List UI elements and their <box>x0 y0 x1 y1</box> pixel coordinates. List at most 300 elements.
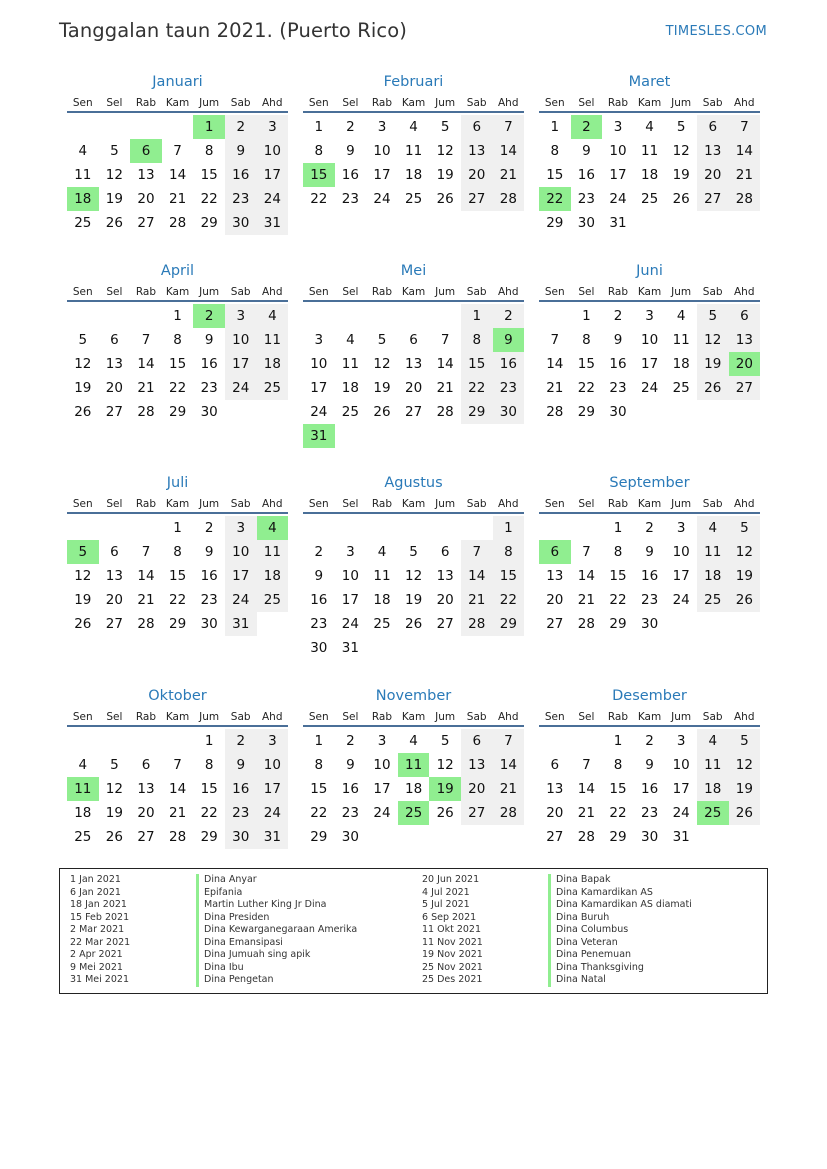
day-cell: 16 <box>225 163 257 187</box>
month-juli <box>67 472 288 636</box>
day-cell: 24 <box>672 805 690 821</box>
weekday-label: Jum <box>435 286 456 298</box>
legend-holiday-name: Dina Emansipasi <box>196 937 357 950</box>
weekday-header <box>303 93 524 113</box>
day-cell: 10 <box>341 568 359 584</box>
day-cell: 3 <box>346 544 355 560</box>
day-cell: 18 <box>373 592 391 608</box>
day-cell: 14 <box>137 568 155 584</box>
day-cell: 5 <box>409 544 418 560</box>
day-cell: 9 <box>314 568 324 584</box>
day-cell: 19 <box>729 777 761 801</box>
weekday-label: Sel <box>578 498 595 510</box>
day-cell: 20 <box>697 163 729 187</box>
weekday-label: Sab <box>702 286 723 298</box>
empty-cell <box>67 115 99 139</box>
day-cell: 9 <box>645 544 654 560</box>
day-grid <box>303 304 524 448</box>
weekday-label: Sab <box>702 711 723 723</box>
day-cell: 19 <box>74 380 92 396</box>
day-cell: 9 <box>613 332 623 348</box>
day-cell: 14 <box>577 568 595 584</box>
day-cell: 6 <box>461 115 493 139</box>
month-januari <box>67 71 288 235</box>
day-cell: 3 <box>645 308 654 324</box>
day-cell: 28 <box>546 404 564 420</box>
day-cell: 4 <box>697 516 729 540</box>
day-cell: 24 <box>672 592 690 608</box>
weekday-label: Sen <box>308 286 329 298</box>
day-cell: 12 <box>697 328 729 352</box>
day-cell: 9 <box>346 143 355 159</box>
day-cell: 27 <box>461 187 493 211</box>
day-cell: 11 <box>257 328 289 352</box>
day-cell: 28 <box>577 829 595 845</box>
day-cell: 18 <box>697 564 729 588</box>
empty-cell <box>130 115 162 139</box>
day-cell: 6 <box>697 115 729 139</box>
weekday-label: Kam <box>401 498 426 510</box>
weekday-label: Sel <box>342 498 359 510</box>
day-cell: 20 <box>137 805 155 821</box>
holiday-day-cell: 19 <box>429 777 461 801</box>
weekday-label: Sen <box>308 97 329 109</box>
day-cell: 24 <box>373 191 391 207</box>
day-grid <box>67 729 288 849</box>
day-cell: 13 <box>404 356 423 372</box>
legend-date: 6 Jan 2021 <box>70 886 121 898</box>
day-cell: 26 <box>74 616 92 632</box>
day-cell: 10 <box>672 544 690 560</box>
weekday-label: Ahd <box>734 498 755 510</box>
day-cell: 1 <box>173 520 182 536</box>
day-cell: 12 <box>729 753 761 777</box>
day-cell: 30 <box>493 400 525 424</box>
day-cell: 5 <box>440 733 450 749</box>
legend-right-dates <box>422 874 483 987</box>
day-cell: 29 <box>200 215 218 231</box>
day-cell: 23 <box>341 191 359 207</box>
day-cell: 7 <box>141 332 151 348</box>
weekday-label: Sab <box>466 498 487 510</box>
day-cell: 4 <box>409 733 418 749</box>
month-name: Januari <box>152 74 203 90</box>
month-april <box>67 260 288 424</box>
day-cell: 14 <box>168 781 187 797</box>
day-cell: 29 <box>609 616 627 632</box>
weekday-label: Sen <box>544 498 565 510</box>
month-name: Maret <box>628 74 671 90</box>
month-name: November <box>375 688 452 704</box>
empty-cell <box>571 516 603 540</box>
day-cell: 12 <box>74 568 92 584</box>
day-cell: 18 <box>672 356 690 372</box>
weekday-label: Jum <box>435 97 456 109</box>
weekday-label: Jum <box>199 498 220 510</box>
legend-date: 6 Sep 2021 <box>422 911 477 923</box>
day-cell: 2 <box>225 729 257 753</box>
month-desember <box>539 685 760 849</box>
day-cell: 13 <box>105 356 123 372</box>
day-grid <box>539 729 760 849</box>
day-cell: 12 <box>436 757 454 773</box>
day-cell: 3 <box>225 304 257 328</box>
legend-holiday-name: Dina Kamardikan AS diamati <box>548 899 692 912</box>
day-cell: 31 <box>257 825 289 849</box>
day-cell: 13 <box>546 781 564 797</box>
day-cell: 20 <box>546 592 564 608</box>
weekday-label: Ahd <box>262 498 283 510</box>
day-grid <box>303 516 524 660</box>
weekday-label: Kam <box>165 711 190 723</box>
day-cell: 16 <box>493 352 525 376</box>
day-cell: 2 <box>204 520 214 536</box>
weekday-label: Ahd <box>734 711 755 723</box>
day-cell: 8 <box>582 332 591 348</box>
day-cell: 3 <box>257 729 289 753</box>
day-cell: 14 <box>168 167 187 183</box>
day-cell: 30 <box>310 640 328 656</box>
day-cell: 7 <box>440 332 450 348</box>
holiday-day-cell: 9 <box>493 328 525 352</box>
day-cell: 7 <box>141 544 151 560</box>
day-cell: 26 <box>436 191 454 207</box>
weekday-label: Sab <box>230 498 251 510</box>
weekday-header <box>539 282 760 302</box>
legend-date: 11 Nov 2021 <box>422 936 483 948</box>
day-cell: 23 <box>640 805 659 821</box>
day-cell: 20 <box>436 592 454 608</box>
day-cell: 8 <box>204 143 214 159</box>
weekday-label: Rab <box>135 711 157 723</box>
weekday-label: Sab <box>466 97 487 109</box>
day-cell: 24 <box>609 191 627 207</box>
day-cell: 23 <box>200 592 218 608</box>
day-cell: 1 <box>550 119 560 135</box>
month-november <box>303 685 524 849</box>
legend-date: 22 Mar 2021 <box>70 936 131 948</box>
weekday-header <box>67 93 288 113</box>
day-cell: 30 <box>225 211 257 235</box>
day-cell: 9 <box>225 753 257 777</box>
day-cell: 18 <box>697 777 729 801</box>
empty-cell <box>67 729 99 753</box>
holiday-day-cell: 5 <box>67 540 99 564</box>
day-cell: 12 <box>74 356 92 372</box>
day-cell: 20 <box>137 191 155 207</box>
day-cell: 21 <box>137 592 155 608</box>
month-name: September <box>609 475 690 491</box>
weekday-label: Jum <box>199 97 220 109</box>
legend-holiday-name: Dina Kamardikan AS <box>548 887 692 900</box>
holiday-legend <box>59 868 768 994</box>
day-cell: 25 <box>74 829 92 845</box>
day-cell: 19 <box>729 564 761 588</box>
day-cell: 26 <box>373 404 391 420</box>
day-cell: 2 <box>225 115 257 139</box>
weekday-label: Sen <box>72 97 93 109</box>
page-title: Tanggalan taun 2021. (Puerto Rico) <box>59 19 407 42</box>
day-cell: 13 <box>137 781 155 797</box>
day-cell: 10 <box>257 753 289 777</box>
day-cell: 15 <box>168 568 187 584</box>
weekday-label: Sel <box>106 711 123 723</box>
day-cell: 5 <box>729 516 761 540</box>
day-cell: 1 <box>493 516 525 540</box>
day-cell: 3 <box>676 733 686 749</box>
legend-date: 11 Okt 2021 <box>422 924 482 935</box>
weekday-label: Sel <box>106 286 123 298</box>
day-cell: 17 <box>373 781 391 797</box>
day-cell: 5 <box>78 332 88 348</box>
weekday-label: Kam <box>401 711 426 723</box>
day-cell: 18 <box>257 352 289 376</box>
day-cell: 17 <box>225 352 257 376</box>
day-cell: 16 <box>640 568 659 584</box>
weekday-label: Rab <box>607 711 629 723</box>
weekday-label: Ahd <box>262 286 283 298</box>
day-cell: 28 <box>436 404 454 420</box>
day-cell: 17 <box>373 167 391 183</box>
day-cell: 6 <box>409 332 418 348</box>
day-cell: 21 <box>577 592 595 608</box>
legend-date: 19 Nov 2021 <box>422 949 483 960</box>
day-cell: 7 <box>461 540 493 564</box>
day-cell: 15 <box>609 568 627 584</box>
day-cell: 8 <box>493 540 525 564</box>
day-cell: 19 <box>404 592 423 608</box>
legend-holiday-name: Dina Natal <box>548 974 692 987</box>
day-cell: 8 <box>314 143 324 159</box>
day-cell: 17 <box>257 163 289 187</box>
empty-cell <box>130 304 162 328</box>
day-cell: 30 <box>640 616 659 632</box>
day-cell: 20 <box>404 380 423 396</box>
day-cell: 25 <box>257 588 289 612</box>
day-cell: 30 <box>577 215 595 231</box>
legend-date: 20 Jun 2021 <box>422 874 480 885</box>
day-cell: 23 <box>225 187 257 211</box>
day-cell: 8 <box>314 757 324 773</box>
day-cell: 28 <box>493 801 525 825</box>
day-cell: 19 <box>74 592 92 608</box>
day-cell: 21 <box>729 163 761 187</box>
weekday-label: Ahd <box>734 97 755 109</box>
empty-cell <box>335 516 367 540</box>
day-cell: 5 <box>676 119 686 135</box>
day-cell: 2 <box>645 520 654 536</box>
holiday-day-cell: 2 <box>193 304 225 328</box>
day-cell: 15 <box>200 167 218 183</box>
day-cell: 7 <box>550 332 560 348</box>
day-cell: 21 <box>493 777 525 801</box>
day-cell: 8 <box>613 757 623 773</box>
day-cell: 15 <box>577 356 595 372</box>
weekday-label: Jum <box>671 97 692 109</box>
day-cell: 8 <box>613 544 623 560</box>
day-cell: 10 <box>609 143 627 159</box>
day-cell: 13 <box>137 167 155 183</box>
weekday-label: Sen <box>72 286 93 298</box>
day-cell: 11 <box>341 356 359 372</box>
day-cell: 3 <box>377 119 387 135</box>
day-cell: 18 <box>404 167 423 183</box>
day-cell: 3 <box>613 119 623 135</box>
day-cell: 13 <box>697 139 729 163</box>
day-cell: 12 <box>729 540 761 564</box>
month-maret <box>539 71 760 235</box>
day-cell: 26 <box>697 376 729 400</box>
weekday-label: Sen <box>72 498 93 510</box>
day-cell: 3 <box>676 520 686 536</box>
day-cell: 3 <box>314 332 324 348</box>
day-cell: 22 <box>609 592 627 608</box>
day-cell: 29 <box>461 400 493 424</box>
day-cell: 15 <box>168 356 187 372</box>
holiday-day-cell: 6 <box>130 139 162 163</box>
weekday-label: Rab <box>135 286 157 298</box>
day-grid <box>303 115 524 211</box>
day-cell: 7 <box>582 757 591 773</box>
day-cell: 20 <box>461 163 493 187</box>
day-cell: 3 <box>225 516 257 540</box>
day-cell: 28 <box>168 829 187 845</box>
day-cell: 18 <box>640 167 659 183</box>
day-cell: 1 <box>173 308 182 324</box>
day-cell: 30 <box>200 616 218 632</box>
day-cell: 7 <box>493 729 525 753</box>
day-cell: 28 <box>168 215 187 231</box>
day-cell: 25 <box>74 215 92 231</box>
holiday-day-cell: 2 <box>571 115 603 139</box>
legend-holiday-name: Dina Presiden <box>196 912 357 925</box>
day-grid <box>67 115 288 235</box>
day-cell: 30 <box>640 829 659 845</box>
weekday-label: Rab <box>371 711 393 723</box>
day-cell: 16 <box>225 777 257 801</box>
day-cell: 12 <box>105 167 123 183</box>
weekday-label: Kam <box>637 498 662 510</box>
day-cell: 17 <box>310 380 328 396</box>
day-cell: 5 <box>377 332 387 348</box>
weekday-header <box>303 707 524 727</box>
day-cell: 29 <box>493 612 525 636</box>
weekday-label: Jum <box>435 498 456 510</box>
empty-cell <box>335 304 367 328</box>
day-cell: 29 <box>168 404 187 420</box>
weekday-label: Sen <box>308 711 329 723</box>
day-cell: 31 <box>225 612 257 636</box>
legend-date: 2 Mar 2021 <box>70 924 125 935</box>
legend-left-names <box>196 874 357 987</box>
weekday-label: Sab <box>230 711 251 723</box>
day-cell: 26 <box>74 404 92 420</box>
legend-holiday-name: Dina Anyar <box>196 874 357 887</box>
weekday-label: Sab <box>466 286 487 298</box>
day-cell: 17 <box>672 568 690 584</box>
legend-date: 5 Jul 2021 <box>422 899 470 910</box>
day-cell: 9 <box>346 757 355 773</box>
weekday-label: Sel <box>106 97 123 109</box>
weekday-label: Sab <box>702 498 723 510</box>
day-cell: 26 <box>672 191 690 207</box>
legend-holiday-name: Dina Thanksgiving <box>548 962 692 975</box>
weekday-label: Ahd <box>262 711 283 723</box>
day-cell: 21 <box>168 805 187 821</box>
weekday-label: Jum <box>199 286 220 298</box>
day-cell: 5 <box>110 757 119 773</box>
day-cell: 26 <box>105 829 123 845</box>
day-cell: 27 <box>105 616 123 632</box>
day-cell: 31 <box>257 211 289 235</box>
holiday-day-cell: 11 <box>398 753 430 777</box>
month-name: Desember <box>612 688 687 704</box>
day-cell: 1 <box>314 119 324 135</box>
weekday-header <box>67 494 288 514</box>
legend-date: 2 Apr 2021 <box>70 949 123 960</box>
month-name: Oktober <box>148 688 207 704</box>
day-cell: 13 <box>461 753 493 777</box>
weekday-header <box>539 93 760 113</box>
day-cell: 28 <box>577 616 595 632</box>
day-cell: 6 <box>550 757 560 773</box>
day-cell: 11 <box>257 540 289 564</box>
day-cell: 27 <box>546 616 564 632</box>
day-cell: 22 <box>609 805 627 821</box>
day-cell: 4 <box>257 304 289 328</box>
day-cell: 18 <box>341 380 359 396</box>
day-cell: 16 <box>609 356 627 372</box>
day-cell: 10 <box>225 328 257 352</box>
day-cell: 10 <box>310 356 328 372</box>
brand-link[interactable]: TIMESLES.COM <box>665 24 767 39</box>
day-cell: 15 <box>609 781 627 797</box>
day-cell: 23 <box>609 380 627 396</box>
day-cell: 29 <box>200 829 218 845</box>
day-grid <box>67 516 288 636</box>
day-cell: 27 <box>137 829 155 845</box>
weekday-label: Ahd <box>498 286 519 298</box>
day-cell: 11 <box>672 332 690 348</box>
day-cell: 2 <box>346 119 355 135</box>
holiday-day-cell: 4 <box>257 516 289 540</box>
day-cell: 9 <box>204 544 214 560</box>
day-cell: 2 <box>493 304 525 328</box>
month-oktober <box>67 685 288 849</box>
day-cell: 22 <box>310 191 328 207</box>
weekday-label: Jum <box>671 711 692 723</box>
weekday-label: Ahd <box>262 97 283 109</box>
day-grid <box>539 516 760 636</box>
day-cell: 19 <box>436 167 454 183</box>
day-cell: 25 <box>697 588 729 612</box>
weekday-label: Rab <box>135 97 157 109</box>
weekday-label: Kam <box>165 97 190 109</box>
holiday-day-cell: 25 <box>697 801 729 825</box>
holiday-day-cell: 25 <box>398 801 430 825</box>
weekday-label: Kam <box>165 286 190 298</box>
weekday-label: Kam <box>401 286 426 298</box>
day-cell: 6 <box>729 304 761 328</box>
day-cell: 11 <box>74 167 92 183</box>
day-cell: 20 <box>105 380 123 396</box>
day-cell: 23 <box>577 191 595 207</box>
day-cell: 14 <box>436 356 454 372</box>
holiday-day-cell: 6 <box>539 540 571 564</box>
empty-cell <box>162 115 194 139</box>
weekday-label: Rab <box>607 97 629 109</box>
day-cell: 28 <box>729 187 761 211</box>
